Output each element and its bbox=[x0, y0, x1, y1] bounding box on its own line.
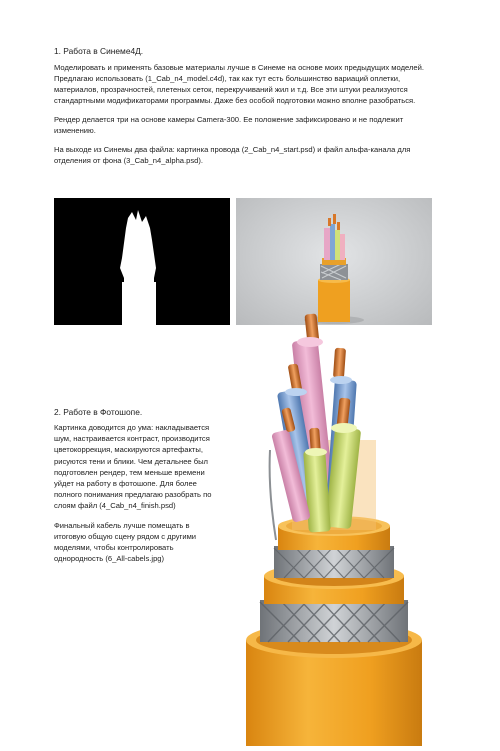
section2-title: 2. Работе в Фотошопе. bbox=[54, 407, 143, 417]
cable-illustration-svg bbox=[210, 300, 460, 746]
section1-paragraph: На выходе из Синемы два файла: картинка провода (2_Cab_n4_start.psd) и файл альфа-канала для отделения от фона (3_Cab_n4_alpha.psd). bbox=[54, 145, 411, 165]
section2-paragraph: Финальный кабель лучше помещать в итоговую общую сцену рядом с другими моделями, чтобы контролировать однородность (6_All-cabels.jpg) bbox=[54, 520, 197, 564]
cable-illustration bbox=[210, 300, 460, 746]
alpha-silhouette bbox=[54, 198, 230, 325]
section1-paragraph: Моделировать и применять базовые материалы лучше в Синеме на основе моих предыдущих моделей. Предлагаю использовать (1_Cab_n4_model.c4d), так как тут есть большинство вариаций оплетки, материалов, прозрачностей, плетеных сеток, перекручиваний жил и т.д. Все эти штуки реализуются стандартными модификаторами программы. Даже без особой подготовки можно вполне разобраться. bbox=[54, 63, 424, 105]
section1-title: 1. Работа в Синеме4Д. bbox=[54, 46, 144, 56]
section1-paragraph: Рендер делается три на основе камеры Camera-300. Ее положение зафиксировано и не подлежит изменению. bbox=[54, 115, 404, 135]
section2-body bbox=[54, 422, 222, 572]
section2-paragraph: Картинка доводится до ума: накладывается шум, настраивается контраст, производится цветокоррекция, маскируются артефакты, рисуются тени и блики. Чем детальнее был подготовлен рендер, тем меньше времени уйдет на работу в фотошопе. Для более полного понимания предлагаю разобрать по слоям файл (4_Cab_n4_finish.psd) bbox=[54, 423, 212, 511]
section1-body bbox=[54, 62, 446, 174]
alpha-channel-image bbox=[54, 198, 230, 325]
